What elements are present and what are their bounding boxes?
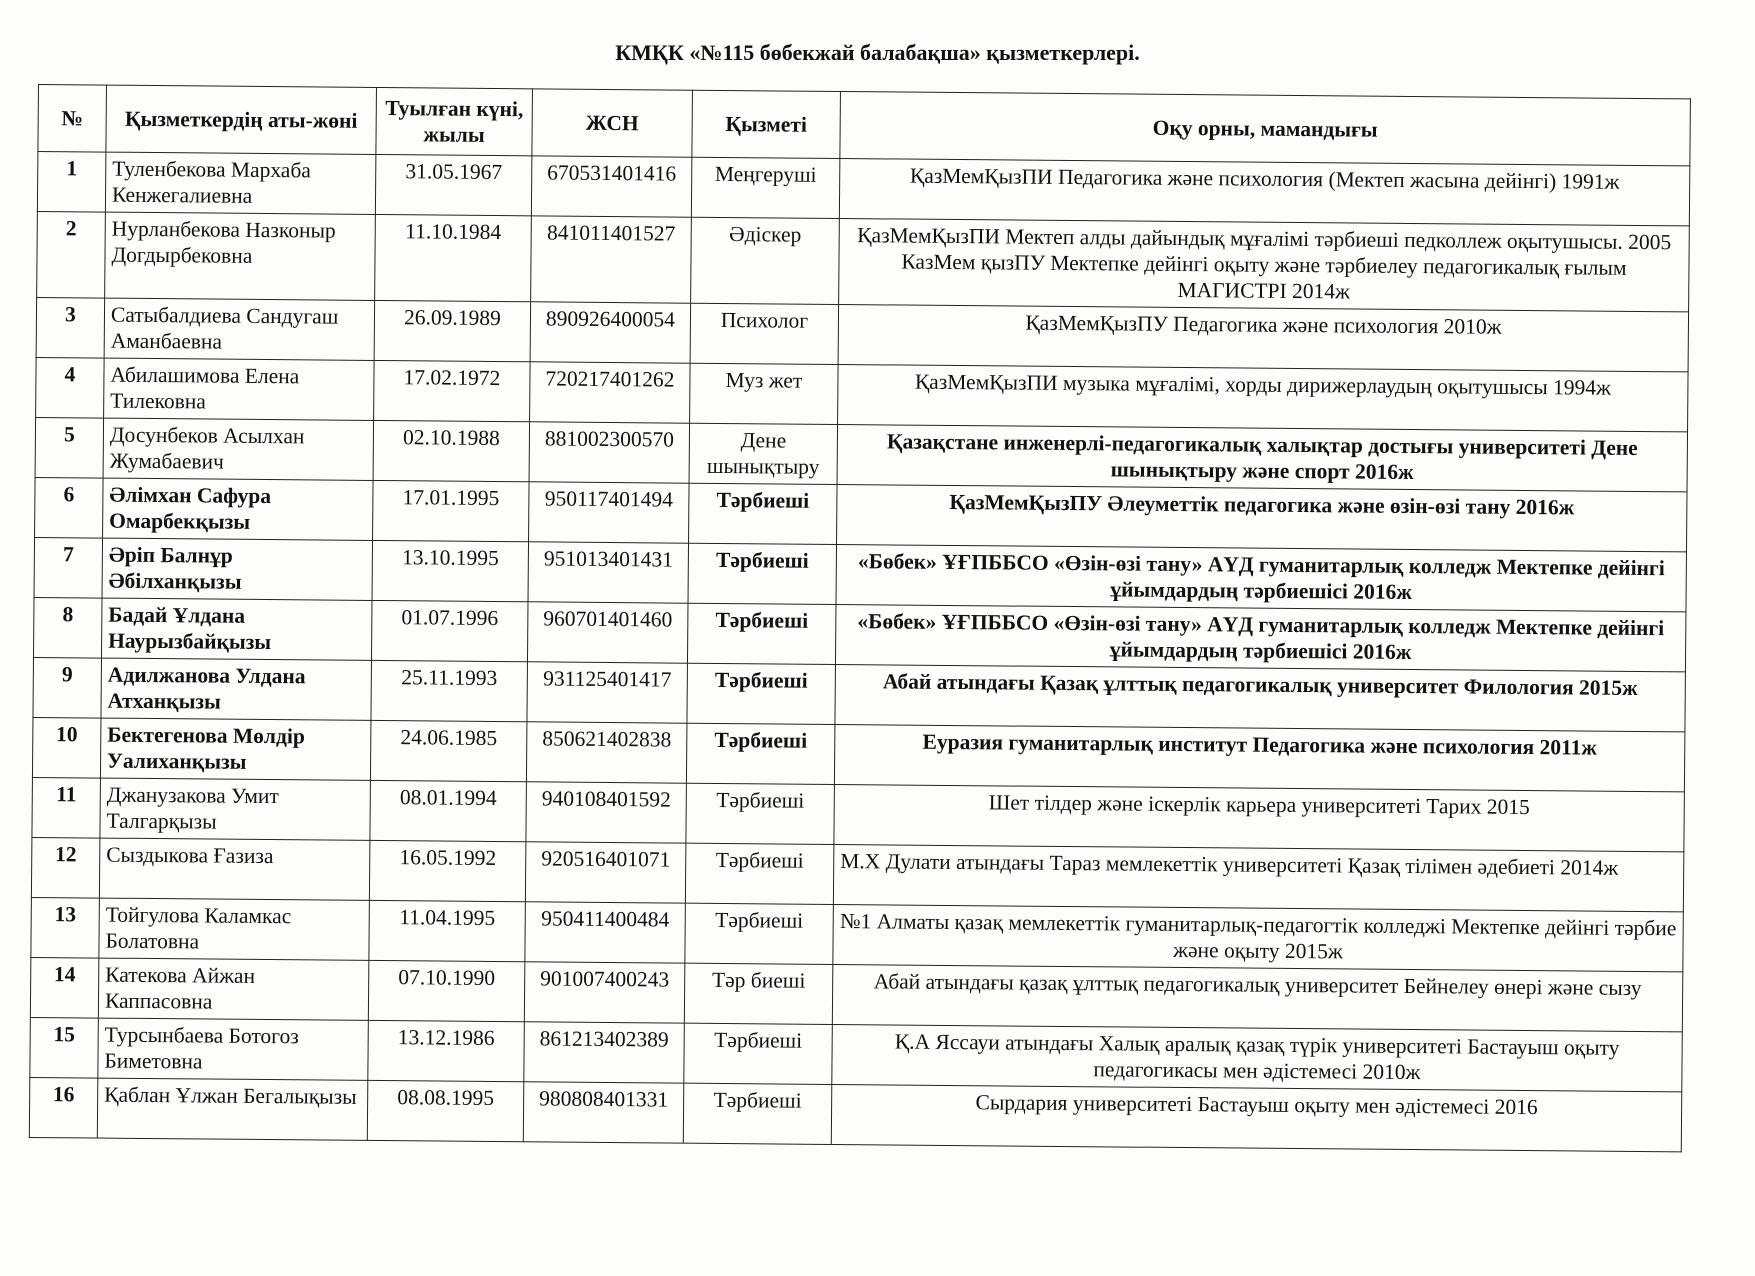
row-name: Турсынбаева Ботогоз Биметовна [98, 1018, 369, 1080]
row-name: Туленбекова Мархаба Кенжегалиевна [105, 152, 376, 214]
row-name: Джанузакова Умит Талгарқызы [100, 778, 371, 840]
row-position: Тәрбиеші [688, 543, 837, 604]
row-birth: 08.01.1994 [370, 780, 527, 841]
row-num: 14 [30, 957, 99, 1018]
row-education: «Бөбек» ҰҒПББСО «Өзін-өзі тану» АҮД гуманитарлық колледж Мектепке дейінгі ұйымдардың тәрбиешісі 2016ж [835, 604, 1685, 671]
row-position: Тәрбиеші [687, 663, 836, 724]
row-name: Абилашимова Елена Тилековна [104, 358, 375, 420]
row-birth: 02.10.1988 [373, 420, 530, 481]
row-num: 9 [33, 657, 102, 718]
row-birth: 17.01.1995 [373, 480, 530, 541]
row-num: 5 [35, 417, 104, 478]
row-birth: 08.08.1995 [367, 1080, 524, 1141]
row-name: Әріп Балнұр Әбілханқызы [102, 538, 373, 600]
row-education: ҚазМемҚызПИ Педагогика және психология (Мектеп жасына дейінгі) 1991ж [839, 159, 1689, 226]
table-row [37, 211, 1690, 311]
header-iin: ЖСН [532, 89, 693, 157]
row-education: ҚазМемҚызПИ музыка мұғалімі, хорды дирижерлаудың оқытушысы 1994ж [838, 364, 1688, 431]
row-education: ҚазМемҚызПУ Әлеуметтік педагогика және өзін-өзі тану 2016ж [837, 484, 1687, 551]
header-education: Оқу орны, мамандығы [840, 92, 1691, 166]
row-position: Әдіскер [691, 217, 840, 304]
row-position: Тәрбиеші [689, 483, 838, 544]
row-name: Әлімхан Сафура Омарбекқызы [103, 478, 374, 540]
row-education: ҚазМемҚызПУ Педагогика және психология 2010ж [838, 304, 1688, 371]
row-num: 4 [36, 357, 105, 418]
row-position: Дене шынықтыру [689, 423, 838, 484]
row-num: 15 [30, 1017, 99, 1078]
row-birth: 31.05.1967 [375, 154, 532, 215]
row-education: Сырдария университеті Бастауыш оқыту мен әдістемесі 2016 [831, 1084, 1681, 1151]
row-name: Тойгулова Каламкас Болатовна [99, 898, 370, 960]
row-birth: 24.06.1985 [370, 720, 527, 781]
row-iin: 861213402389 [524, 1022, 685, 1083]
row-education: Қазақстане инженерлі-педагогикалық халықтар достығы университеті Дене шынықтыру және спорт 2016ж [837, 424, 1687, 491]
row-position: Тәрбиеші [686, 783, 835, 844]
row-iin: 951013401431 [528, 542, 689, 603]
row-num: 8 [33, 597, 102, 658]
row-iin: 931125401417 [527, 662, 688, 723]
row-name: Бектегенова Мөлдір Уалиханқызы [100, 718, 371, 780]
row-iin: 950411400484 [525, 902, 686, 963]
row-iin: 850621402838 [526, 722, 687, 783]
row-position: Тәрбиеші [685, 903, 834, 964]
row-birth: 11.04.1995 [369, 900, 526, 961]
row-position: Тәрбиеші [687, 603, 836, 664]
row-birth: 16.05.1992 [369, 840, 526, 901]
row-birth: 01.07.1996 [371, 600, 528, 661]
row-name: Сатыбалдиева Сандугаш Аманбаевна [104, 298, 375, 360]
row-birth: 13.12.1986 [368, 1020, 525, 1081]
row-education: ҚазМемҚызПИ Мектеп алды дайындық мұғалімі тәрбиеші педколлеж оқытушысы. 2005 КазМем қызПУ Мектепке дейінгі оқыту және тәрбиелеу педагогикалық ғылым МАГИСТРІ 2014ж [839, 218, 1690, 311]
row-education: М.Х Дулати атындағы Тараз мемлекеттік университеті Қазақ тілімен әдебиеті 2014ж [833, 844, 1683, 911]
row-name: Нурланбекова Назконыр Догдырбековна [105, 212, 376, 300]
row-iin: 950117401494 [529, 482, 690, 543]
header-position: Қызметі [692, 90, 841, 158]
row-position: Тәрбиеші [684, 1023, 833, 1084]
row-iin: 890926400054 [530, 302, 691, 363]
staff-table [29, 84, 1691, 1152]
header-num: № [38, 85, 107, 153]
row-num: 3 [36, 297, 105, 358]
row-education: Шет тілдер және іскерлік карьера университеті Тарих 2015 [834, 784, 1684, 851]
row-position: Тәрбиеші [686, 723, 835, 784]
row-position: Психолог [690, 303, 839, 364]
row-num: 7 [34, 537, 103, 598]
row-position: Тәр биеші [684, 963, 833, 1024]
row-birth: 07.10.1990 [368, 960, 525, 1021]
row-name: Сыздыкова Ғазиза [99, 838, 370, 900]
row-iin: 670531401416 [531, 156, 692, 217]
row-education: Абай атындағы Қазақ ұлттық педагогикалық университет Филология 2015ж [835, 664, 1685, 731]
row-iin: 940108401592 [526, 782, 687, 843]
row-num: 13 [31, 897, 100, 958]
row-iin: 920516401071 [525, 842, 686, 903]
row-birth: 26.09.1989 [374, 300, 531, 361]
row-num: 6 [35, 477, 104, 538]
row-name: Адилжанова Улдана Атханқызы [101, 658, 372, 720]
document-title: КМҚК «№115 бөбекжай балабақша» қызметкерлері. [615, 40, 1140, 65]
row-name: Бадай Ұлдана Наурызбайқызы [101, 598, 372, 660]
row-education: «Бөбек» ҰҒПББСО «Өзін-өзі тану» АҮД гуманитарлық колледж Мектепке дейінгі ұйымдардың тәрбиешісі 2016ж [836, 544, 1686, 611]
row-name: Досунбеков Асылхан Жумабаевич [103, 418, 374, 480]
row-iin: 980808401331 [523, 1082, 684, 1143]
row-position: Меңгеруші [691, 157, 840, 218]
row-birth: 13.10.1995 [372, 540, 529, 601]
row-iin: 841011401527 [531, 216, 692, 303]
row-iin: 960701401460 [527, 602, 688, 663]
header-name: Қызметкердің аты-жөні [106, 85, 377, 154]
row-iin: 881002300570 [529, 422, 690, 483]
row-birth: 17.02.1972 [374, 360, 531, 421]
row-position: Тәрбиеші [683, 1083, 832, 1144]
row-education: №1 Алматы қазақ мемлекеттік гуманитарлық-педагогтік колледжі Мектепке дейінгі тәрбие және оқыту 2015ж [833, 904, 1683, 971]
row-name: Катекова Айжан Каппасовна [98, 958, 369, 1020]
row-num: 12 [31, 837, 100, 898]
row-education: Абай атындағы қазақ ұлттық педагогикалық университет Бейнелеу өнері және сызу [832, 964, 1682, 1031]
row-num: 16 [29, 1077, 98, 1138]
row-iin: 901007400243 [524, 962, 685, 1023]
row-position: Тәрбиеші [685, 843, 834, 904]
row-name: Қаблан Ұлжан Бегалықызы [97, 1078, 368, 1140]
header-birth: Туылған күні, жылы [376, 87, 533, 155]
row-num: 10 [32, 717, 101, 778]
row-iin: 720217401262 [530, 362, 691, 423]
row-birth: 11.10.1984 [375, 214, 532, 301]
row-position: Муз жет [690, 363, 839, 424]
row-education: Еуразия гуманитарлық институт Педагогика және психология 2011ж [834, 724, 1684, 791]
row-num: 2 [37, 211, 106, 298]
row-birth: 25.11.1993 [371, 660, 528, 721]
row-num: 11 [32, 777, 101, 838]
row-num: 1 [37, 152, 106, 213]
row-education: Қ.А Яссауи атындағы Халық аралық қазақ түрік университеті Бастауыш оқыту педагогикасы мен әдістемесі 2010ж [832, 1024, 1682, 1091]
